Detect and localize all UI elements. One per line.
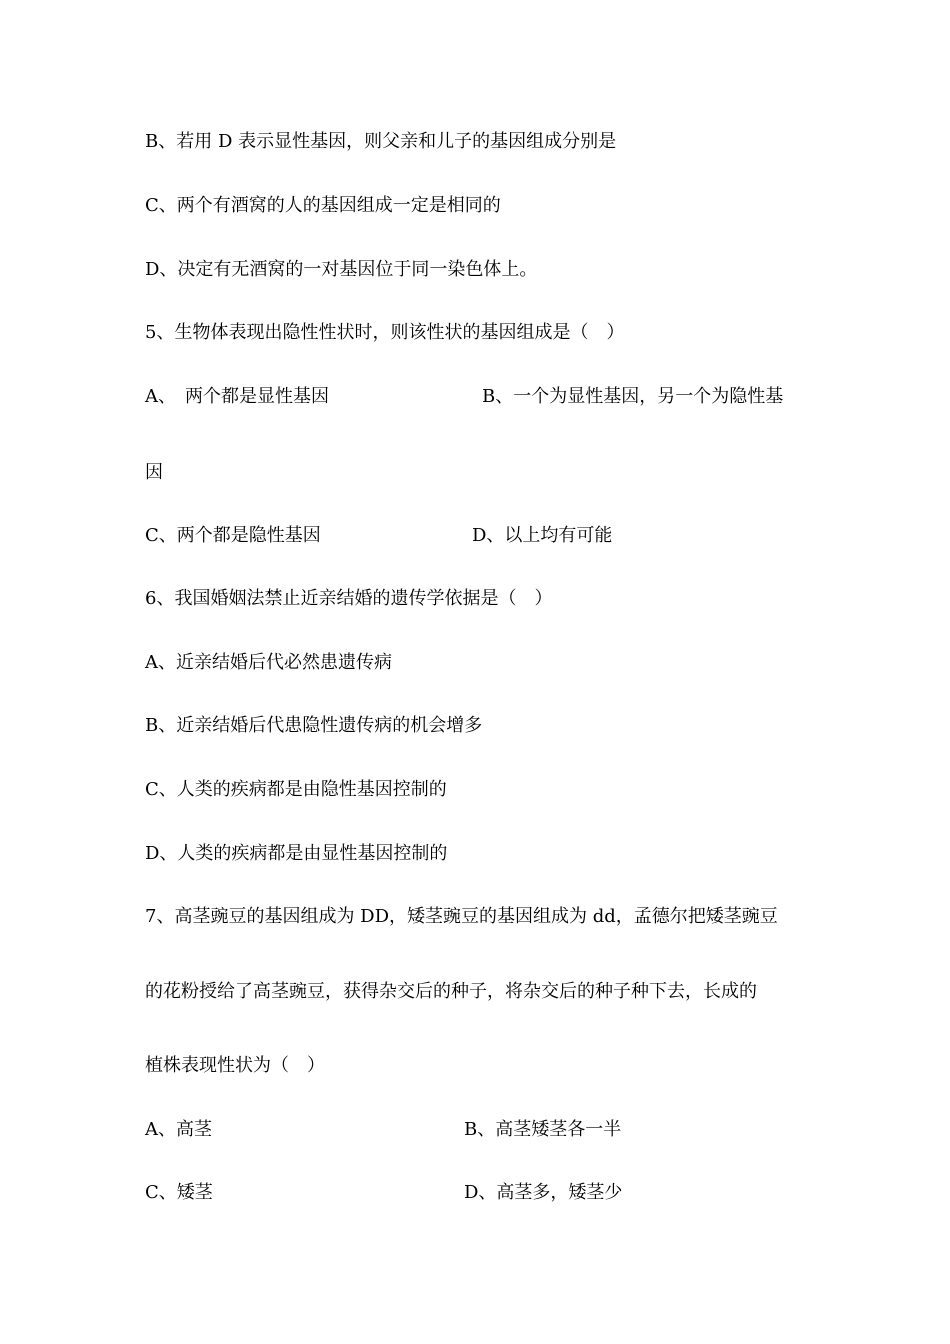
q7-option-d: D、高茎多，矮茎少 bbox=[464, 1182, 623, 1203]
q5-option-a: A、 两个都是显性基因 bbox=[145, 386, 329, 407]
q4-option-c: C、两个有酒窝的人的基因组成一定是相同的 bbox=[145, 195, 501, 216]
q6-stem: 6、我国婚姻法禁止近亲结婚的遗传学依据是（ ） bbox=[145, 588, 553, 609]
q7-stem-line-3: 植株表现性状为（ ） bbox=[145, 1055, 325, 1076]
q5-option-c: C、两个都是隐性基因 bbox=[145, 525, 321, 546]
q6-option-c: C、人类的疾病都是由隐性基因控制的 bbox=[145, 779, 447, 800]
q4-option-b: B、若用 D 表示显性基因，则父亲和儿子的基因组成分别是 bbox=[145, 131, 617, 152]
q7-stem-line-1: 7、高茎豌豆的基因组成为 DD，矮茎豌豆的基因组成为 dd，孟德尔把矮茎豌豆 bbox=[145, 906, 778, 927]
q7-option-b: B、高茎矮茎各一半 bbox=[464, 1119, 622, 1140]
q4-option-d: D、决定有无酒窝的一对基因位于同一染色体上。 bbox=[145, 259, 538, 280]
q5-stem: 5、生物体表现出隐性性状时，则该性状的基因组成是（ ） bbox=[145, 322, 625, 343]
q7-option-a: A、高茎 bbox=[145, 1119, 212, 1140]
q6-option-a: A、近亲结婚后代必然患遗传病 bbox=[145, 652, 392, 673]
q5-option-b: B、一个为显性基因，另一个为隐性基 bbox=[482, 386, 784, 407]
q6-option-b: B、近亲结婚后代患隐性遗传病的机会增多 bbox=[145, 715, 483, 736]
q7-option-c: C、矮茎 bbox=[145, 1182, 213, 1203]
q6-option-d: D、人类的疾病都是由显性基因控制的 bbox=[145, 843, 448, 864]
q5-option-d: D、以上均有可能 bbox=[472, 525, 613, 546]
q7-stem-line-2: 的花粉授给了高茎豌豆，获得杂交后的种子，将杂交后的种子种下去，长成的 bbox=[145, 981, 757, 1002]
q5-option-b-continued: 因 bbox=[145, 462, 163, 483]
